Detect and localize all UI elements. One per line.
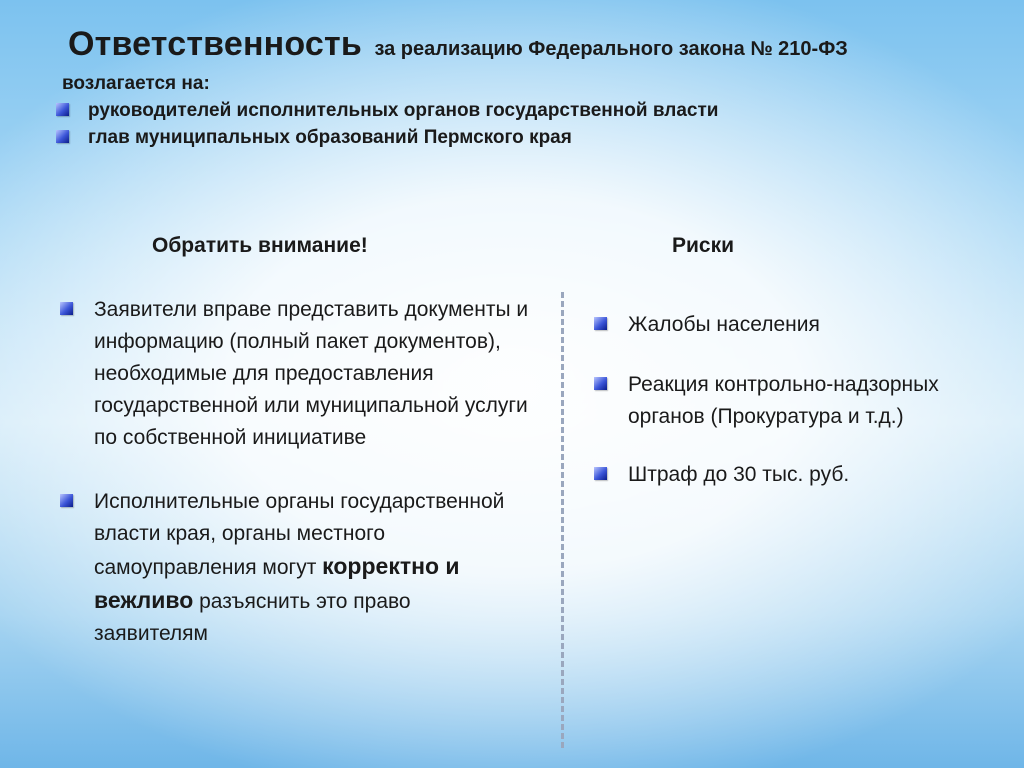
list-item-text: Штраф до 30 тыс. руб. bbox=[628, 463, 850, 486]
list-item-text: глав муниципальных образований Пермского края bbox=[88, 127, 572, 148]
emphasis-text: корректно и вежливо bbox=[94, 553, 460, 613]
square-bullet-icon bbox=[56, 130, 69, 143]
attention-list bbox=[60, 294, 530, 650]
list-item-text: Реакция контрольно-надзорных органов (Прокуратура и т.д.) bbox=[628, 373, 939, 428]
title-block bbox=[62, 24, 992, 151]
list-item bbox=[56, 124, 992, 151]
square-bullet-icon bbox=[594, 467, 607, 480]
responsibility-list bbox=[62, 97, 992, 151]
list-item bbox=[594, 459, 994, 491]
list-item-text: Жалобы населения bbox=[628, 313, 820, 336]
list-item bbox=[60, 294, 530, 454]
square-bullet-icon bbox=[594, 377, 607, 390]
square-bullet-icon bbox=[60, 494, 73, 507]
square-bullet-icon bbox=[56, 103, 69, 116]
list-item-text: Заявители вправе представить документы и информацию (полный пакет документов), необходимые для предоставления государственной или муниципальной услуги по собственной инициативе bbox=[94, 298, 529, 449]
square-bullet-icon bbox=[594, 317, 607, 330]
slide-title: Ответственность bbox=[68, 25, 362, 63]
risks-heading: Риски bbox=[672, 234, 735, 257]
slide-subtitle: возлагается на: bbox=[62, 73, 210, 94]
list-item bbox=[594, 369, 994, 433]
list-item-text-end: разъяснить это право заявителям bbox=[94, 590, 411, 645]
column-divider bbox=[561, 292, 564, 748]
attention-heading: Обратить внимание! bbox=[152, 234, 368, 257]
list-item bbox=[56, 97, 992, 124]
list-item bbox=[60, 486, 530, 650]
list-item-text: Исполнительные органы государственной власти края, органы местного самоуправления могут bbox=[94, 490, 505, 579]
risks-list bbox=[594, 309, 994, 519]
slide-title-continuation: за реализацию Федерального закона № 210-ФЗ bbox=[374, 38, 848, 60]
square-bullet-icon bbox=[60, 302, 73, 315]
list-item-text: руководителей исполнительных органов государственной власти bbox=[88, 100, 719, 121]
list-item bbox=[594, 309, 994, 341]
title-line bbox=[62, 24, 992, 71]
